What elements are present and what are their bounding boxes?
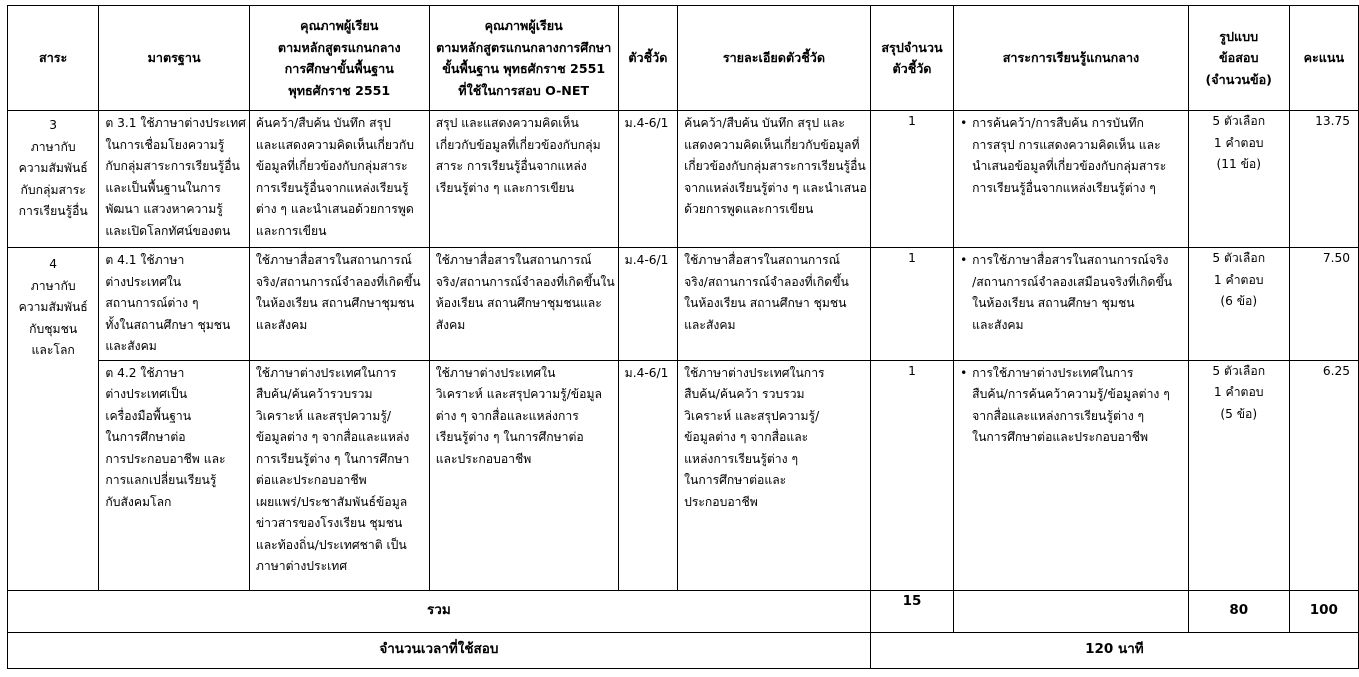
indicator-cell: ม.4-6/1 bbox=[618, 248, 677, 361]
text-line: เรียนรู้ต่าง ๆ และการเขียน bbox=[435, 180, 575, 195]
text-line: และสังคม bbox=[972, 317, 1024, 332]
text-line: ต 3.1 ใช้ภาษาต่างประเทศ bbox=[105, 116, 246, 130]
text-line: ตามหลักสูตรแกนกลางการศึกษา bbox=[436, 39, 612, 55]
text-line: ใช้ภาษาสื่อสารในสถานการณ์ bbox=[255, 253, 412, 267]
text-line: คะแนน bbox=[1303, 50, 1345, 66]
text-line: วิเคราะห์ และสรุปความรู้/ bbox=[684, 408, 820, 423]
text-line: 1 คำตอบ bbox=[1213, 385, 1264, 399]
text-line: ในการศึกษาต่อ bbox=[105, 430, 186, 444]
text-line: แสดงความคิดเห็นเกี่ยวกับข้อมูลที่ bbox=[684, 137, 860, 152]
onet-cell bbox=[429, 248, 618, 361]
strand-cell bbox=[8, 111, 99, 248]
text-line: ตามหลักสูตรแกนกลาง bbox=[277, 39, 401, 55]
text-line: เครื่องมือพื้นฐาน bbox=[105, 408, 192, 423]
quality-cell bbox=[249, 360, 429, 590]
text-line: ความสัมพันธ์ bbox=[18, 300, 88, 314]
text-line: กับกลุ่มสาระการเรียนรู้อื่น bbox=[105, 159, 240, 173]
header-strand bbox=[8, 6, 99, 111]
score-cell: 6.25 bbox=[1289, 360, 1358, 590]
totals-row bbox=[8, 590, 1359, 632]
text-line: มาตรฐาน bbox=[147, 50, 201, 66]
text-line: 5 ตัวเลือก bbox=[1212, 363, 1266, 378]
text-line: สรุป และแสดงความคิดเห็น bbox=[435, 116, 579, 130]
text-line: และสังคม bbox=[684, 317, 736, 332]
table-row bbox=[8, 248, 1359, 361]
text-line: 4 bbox=[49, 257, 58, 271]
count-cell: 1 bbox=[870, 111, 953, 248]
header-score bbox=[1289, 6, 1358, 111]
header-standard bbox=[99, 6, 250, 111]
text-line: ใช้ภาษาต่างประเทศในการ bbox=[255, 365, 397, 380]
core-cell bbox=[954, 248, 1189, 361]
text-line: จริง/สถานการณ์จำลองที่เกิดขึ้น bbox=[684, 274, 849, 289]
quality-cell bbox=[249, 248, 429, 361]
text-line: 3 bbox=[49, 118, 58, 132]
standard-cell bbox=[99, 111, 250, 248]
onet-cell bbox=[429, 360, 618, 590]
text-line: ประกอบอาชีพ bbox=[684, 494, 758, 509]
text-line: ภาษากับ bbox=[30, 139, 76, 154]
header-core-content bbox=[954, 6, 1189, 111]
text-line: กับสังคมโลก bbox=[105, 494, 172, 509]
text-line: ข้อมูลต่าง ๆ จากสื่อและ bbox=[684, 430, 809, 444]
text-line: ในห้องเรียน สถานศึกษาชุมชน bbox=[255, 296, 415, 310]
text-line: สถานการณ์ต่าง ๆ bbox=[105, 296, 199, 310]
text-line: การสรุป การแสดงความคิดเห็น และ bbox=[972, 137, 1161, 152]
text-line: จากแหล่งเรียนรู้ต่าง ๆ และนำเสนอ bbox=[684, 180, 867, 195]
text-line: วิเคราะห์ และสรุปความรู้/ข้อมูล bbox=[435, 387, 602, 401]
text-line: การเรียนรู้ต่าง ๆ ในการศึกษา bbox=[255, 451, 410, 466]
header-indicator-count bbox=[870, 6, 953, 111]
detail-cell bbox=[678, 111, 871, 248]
text-line: การเรียนรู้อื่น bbox=[18, 204, 88, 218]
text-line: ต 4.1 ใช้ภาษา bbox=[105, 253, 185, 267]
text-line: สาระ bbox=[39, 50, 68, 66]
text-line: รูปแบบ bbox=[1219, 28, 1259, 44]
text-line: ขั้นพื้นฐาน พุทธศักราช 2551 bbox=[442, 61, 606, 76]
text-line: และเป็นพื้นฐานในการ bbox=[105, 180, 221, 195]
text-line: ต 4.2 ใช้ภาษา bbox=[105, 365, 185, 380]
text-line: ในห้องเรียน สถานศึกษา ชุมชน bbox=[972, 296, 1135, 310]
totals-items: 80 bbox=[1188, 590, 1289, 632]
text-line: และสังคม bbox=[105, 339, 157, 353]
text-line: ต่าง ๆ จากสื่อและแหล่งการ bbox=[435, 408, 579, 423]
text-line: สืบค้น/การค้นคว้าความรู้/ข้อมูลต่าง ๆ bbox=[972, 387, 1170, 401]
header-exam-format bbox=[1188, 6, 1289, 111]
text-line: • การค้นคว้า/การสืบค้น การบันทึก bbox=[972, 116, 1144, 130]
score-cell: 7.50 bbox=[1289, 248, 1358, 361]
text-line: การประกอบอาชีพ และ bbox=[105, 451, 226, 466]
indicator-cell: ม.4-6/1 bbox=[618, 111, 677, 248]
text-line: ภาษากับ bbox=[30, 278, 76, 293]
exam-blueprint-table bbox=[7, 5, 1359, 669]
text-line: และการเขียน bbox=[255, 223, 327, 238]
text-line: 5 ตัวเลือก bbox=[1212, 114, 1266, 128]
text-line: ทั้งในสถานศึกษา ชุมชน bbox=[105, 317, 231, 332]
text-line: จากสื่อและแหล่งการเรียนรู้ต่าง ๆ bbox=[972, 408, 1145, 423]
text-line: ต่าง ๆ และนำเสนอด้วยการพูด bbox=[255, 202, 414, 216]
text-line: ต่อและประกอบอาชีพ bbox=[255, 473, 367, 487]
text-line: ต่างประเทศใน bbox=[105, 274, 182, 289]
text-line: และประกอบอาชีพ bbox=[435, 451, 532, 466]
score-cell: 13.75 bbox=[1289, 111, 1358, 248]
text-line: ใช้ภาษาสื่อสารในสถานการณ์ bbox=[684, 253, 840, 267]
text-line: พัฒนา แสวงหาความรู้ bbox=[105, 202, 223, 216]
text-line: ใช้ภาษาสื่อสารในสถานการณ์ bbox=[435, 253, 592, 267]
table-row bbox=[8, 360, 1359, 590]
text-line: 1 คำตอบ bbox=[1213, 135, 1264, 150]
text-line: และท้องถิ่น/ประเทศชาติ เป็น bbox=[255, 537, 407, 552]
header-onet-quality bbox=[429, 6, 618, 111]
text-line: และสังคม bbox=[255, 317, 308, 332]
core-cell bbox=[954, 360, 1189, 590]
text-line: สืบค้น/ค้นคว้า รวบรวม bbox=[684, 387, 805, 401]
text-line: ตัวชี้วัด bbox=[628, 50, 668, 66]
text-line: ที่ใช้ในการสอบ O-NET bbox=[458, 82, 590, 98]
format-cell bbox=[1188, 360, 1289, 590]
text-line: กับชุมชน bbox=[29, 321, 78, 336]
text-line: แหล่งการเรียนรู้ต่าง ๆ bbox=[684, 451, 799, 466]
header-indicator-detail bbox=[678, 6, 871, 111]
text-line: และโลก bbox=[31, 343, 75, 357]
count-cell: 1 bbox=[870, 360, 953, 590]
text-line: ในห้องเรียน สถานศึกษา ชุมชน bbox=[684, 296, 847, 310]
text-line: การศึกษาขั้นพื้นฐาน bbox=[284, 61, 394, 76]
text-line: สาระการเรียนรู้แกนกลาง bbox=[1002, 50, 1140, 66]
text-line: (5 ข้อ) bbox=[1220, 406, 1258, 421]
text-line: คุณภาพผู้เรียน bbox=[484, 18, 563, 33]
text-line: 5 ตัวเลือก bbox=[1212, 251, 1266, 265]
text-line: ข้อมูลต่าง ๆ จากสื่อและแหล่ง bbox=[255, 430, 410, 444]
strand-cell bbox=[8, 248, 99, 591]
time-row bbox=[8, 632, 1359, 668]
text-line: ต่างประเทศเป็น bbox=[105, 387, 188, 401]
text-line: • การใช้ภาษาต่างประเทศในการ bbox=[972, 365, 1134, 380]
text-line: สังคม bbox=[435, 317, 466, 332]
totals-empty-cell bbox=[954, 590, 1189, 632]
text-line: /สถานการณ์จำลองเสมือนจริงที่เกิดขึ้น bbox=[972, 274, 1173, 289]
text-line: และแสดงความคิดเห็นเกี่ยวกับ bbox=[255, 137, 414, 152]
text-line: นำเสนอข้อมูลที่เกี่ยวข้องกับกลุ่มสาระ bbox=[972, 159, 1167, 173]
quality-cell bbox=[249, 111, 429, 248]
text-line: ด้วยการพูดและการเขียน bbox=[684, 202, 814, 216]
text-line: ภาษาต่างประเทศ bbox=[255, 559, 348, 573]
time-value: 120 นาที bbox=[870, 632, 1358, 668]
totals-label: รวม bbox=[8, 590, 871, 632]
text-line: เกี่ยวกับข้อมูลที่เกี่ยวข้องกับกลุ่ม bbox=[435, 137, 601, 152]
text-line: • การใช้ภาษาสื่อสารในสถานการณ์จริง bbox=[972, 253, 1169, 267]
text-line: สาระ การเรียนรู้อื่นจากแหล่ง bbox=[435, 159, 587, 173]
text-line: การแลกเปลี่ยนเรียนรู้ bbox=[105, 473, 217, 487]
text-line: ในการศึกษาต่อและประกอบอาชีพ bbox=[972, 430, 1149, 444]
text-line: ข้อสอบ bbox=[1219, 50, 1259, 66]
text-line: สืบค้น/ค้นคว้ารวบรวม bbox=[255, 387, 373, 401]
text-line: เผยแพร่/ประชาสัมพันธ์ข้อมูล bbox=[255, 494, 408, 509]
core-cell bbox=[954, 111, 1189, 248]
text-line: (6 ข้อ) bbox=[1220, 294, 1258, 308]
text-line: ในการศึกษาต่อและ bbox=[684, 473, 787, 487]
text-line: จริง/สถานการณ์จำลองที่เกิดขึ้น bbox=[255, 274, 421, 289]
text-line: การเรียนรู้อื่นจากแหล่งเรียนรู้ bbox=[255, 180, 409, 195]
text-line: ในการเชื่อมโยงความรู้ bbox=[105, 137, 225, 152]
detail-cell bbox=[678, 360, 871, 590]
text-line: จริง/สถานการณ์จำลองที่เกิดขึ้นใน bbox=[435, 274, 615, 289]
header-indicator bbox=[618, 6, 677, 111]
onet-cell bbox=[429, 111, 618, 248]
format-cell bbox=[1188, 111, 1289, 248]
totals-score: 100 bbox=[1289, 590, 1358, 632]
detail-cell bbox=[678, 248, 871, 361]
text-line: 1 คำตอบ bbox=[1213, 272, 1264, 287]
text-line: ใช้ภาษาต่างประเทศในการ bbox=[684, 365, 825, 380]
text-line: พุทธศักราช 2551 bbox=[288, 82, 391, 98]
table-row bbox=[8, 111, 1359, 248]
text-line: (จำนวนข้อ) bbox=[1205, 71, 1272, 87]
text-line: ข่าวสารของโรงเรียน ชุมชน bbox=[255, 516, 403, 530]
text-line: สรุปจำนวน bbox=[881, 39, 943, 55]
time-label: จำนวนเวลาที่ใช้สอบ bbox=[8, 632, 871, 668]
format-cell bbox=[1188, 248, 1289, 361]
text-line: เกี่ยวข้องกับกลุ่มสาระการเรียนรู้อื่น bbox=[684, 159, 866, 173]
text-line: วิเคราะห์ และสรุปความรู้/ bbox=[255, 408, 391, 423]
text-line: ค้นคว้า/สืบค้น บันทึก สรุป bbox=[255, 116, 391, 130]
text-line: ความสัมพันธ์ bbox=[18, 161, 88, 175]
standard-cell bbox=[99, 248, 250, 361]
text-line: และเปิดโลกทัศน์ของตน bbox=[105, 223, 231, 238]
text-line: คุณภาพผู้เรียน bbox=[300, 18, 379, 33]
text-line: ค้นคว้า/สืบค้น บันทึก สรุป และ bbox=[684, 116, 845, 130]
text-line: รายละเอียดตัวชี้วัด bbox=[722, 50, 826, 66]
count-cell: 1 bbox=[870, 248, 953, 361]
header-row bbox=[8, 6, 1359, 111]
text-line: ข้อมูลที่เกี่ยวข้องกับกลุ่มสาระ bbox=[255, 159, 408, 173]
text-line: ใช้ภาษาต่างประเทศใน bbox=[435, 365, 556, 380]
text-line: เรียนรู้ต่าง ๆ ในการศึกษาต่อ bbox=[435, 430, 584, 444]
indicator-cell: ม.4-6/1 bbox=[618, 360, 677, 590]
text-line: กับกลุ่มสาระ bbox=[20, 182, 86, 197]
text-line: (11 ข้อ) bbox=[1216, 157, 1261, 171]
header-learner-quality bbox=[249, 6, 429, 111]
text-line: การเรียนรู้อื่นจากแหล่งเรียนรู้ต่าง ๆ bbox=[972, 180, 1156, 195]
text-line: ห้องเรียน สถานศึกษาชุมชนและ bbox=[435, 296, 602, 310]
text-line: ตัวชี้วัด bbox=[892, 61, 932, 76]
totals-count: 15 bbox=[870, 590, 953, 632]
standard-cell bbox=[99, 360, 250, 590]
